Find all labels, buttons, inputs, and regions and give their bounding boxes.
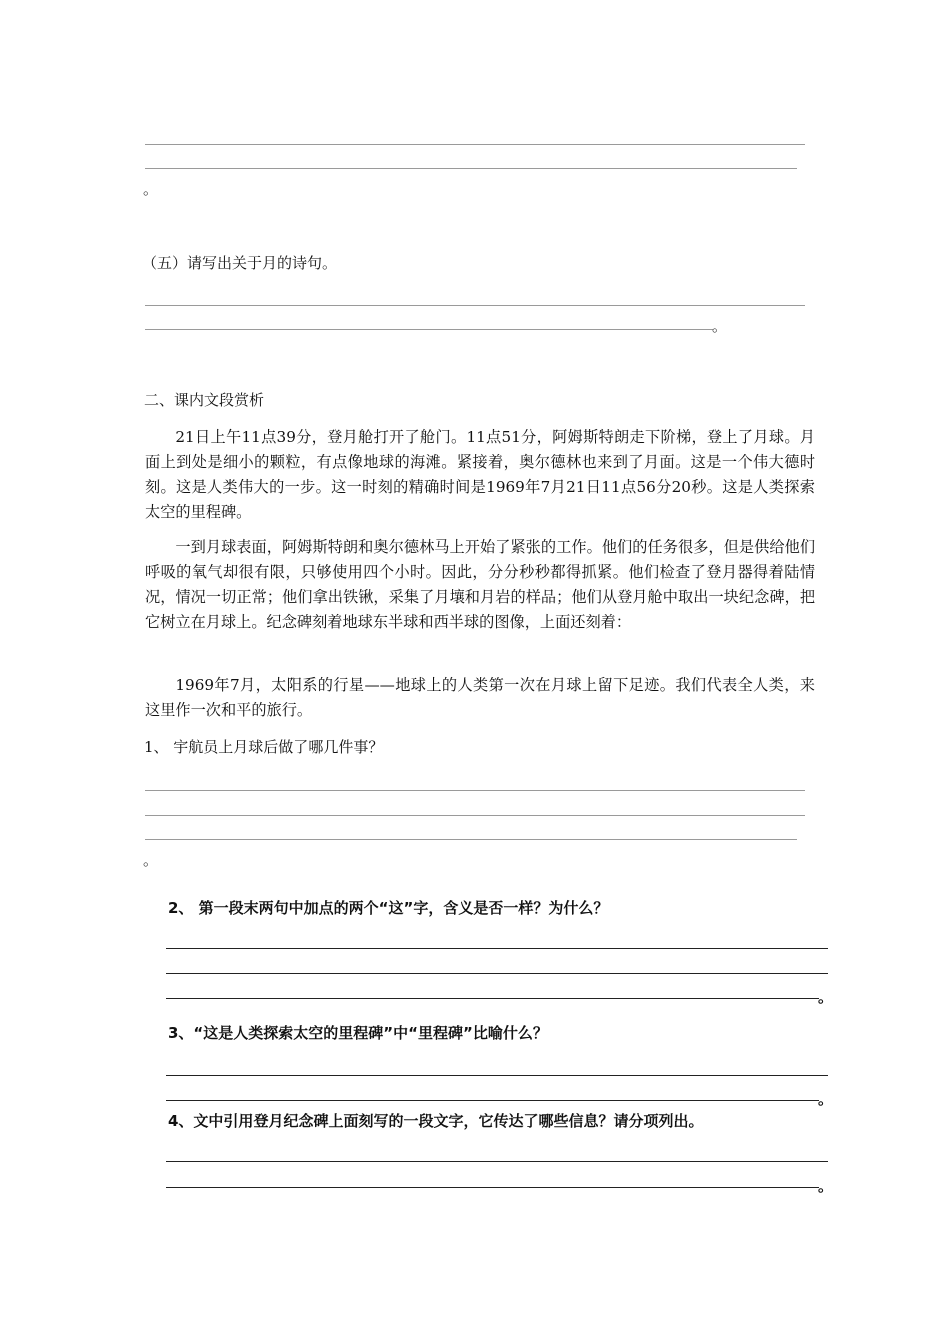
passage-paragraph: 一到月球表面，阿姆斯特朗和奥尔德林马上开始了紧张的工作。他们的任务很多，但是供给他们呼吸的氧气却很有限，只够使用四个小时。因此，分分秒秒都得抓紧。他们检查了登月器得着陆情况，情况一切正常；他们拿出铁锹，采集了月壤和月岩的样品；他们从登月舱中取出一块纪念碑，把它树立在月球上。纪念碑刻着地球东半球和西半球的图像，上面还刻着：	[145, 538, 815, 631]
question-4: 4、文中引用登月纪念碑上面刻写的一段文字，它传达了哪些信息？请分项列出。	[168, 1112, 704, 1130]
end-mark: 。	[143, 180, 159, 198]
end-mark: 。	[818, 988, 834, 1006]
answer-line[interactable]	[145, 839, 797, 840]
section-five-prompt: （五）请写出关于月的诗句。	[142, 254, 338, 272]
answer-line[interactable]	[166, 948, 828, 949]
answer-line[interactable]	[166, 998, 819, 999]
end-mark: 。	[818, 1177, 834, 1195]
answer-line[interactable]	[166, 1161, 828, 1162]
end-mark: 。	[143, 851, 159, 869]
question-1: 1、 宇航员上月球后做了哪几件事？	[144, 738, 384, 756]
answer-line[interactable]	[145, 305, 805, 306]
answer-line[interactable]	[145, 790, 805, 791]
part-two-heading: 二、课内文段赏析	[144, 391, 265, 409]
passage-paragraph: 21日上午11点39分，登月舱打开了舱门。11点51分，阿姆斯特朗走下阶梯，登上了月球。月面上到处是细小的颗粒，有点像地球的海滩。紧接着，奥尔德林也来到了月面。这是一个伟大德时刻。这是人类伟大的一步。这一时刻的精确时间是1969年7月21日11点56分20秒。这是人类探索太空的里程碑。	[145, 428, 815, 521]
passage-paragraph: 1969年7月，太阳系的行星——地球上的人类第一次在月球上留下足迹。我们代表全人类，来这里作一次和平的旅行。	[145, 676, 815, 719]
answer-line[interactable]	[145, 168, 797, 169]
end-mark: 。	[818, 1090, 834, 1108]
answer-line[interactable]	[166, 1100, 819, 1101]
answer-line[interactable]	[166, 1075, 828, 1076]
answer-line[interactable]	[145, 815, 805, 816]
answer-line[interactable]	[145, 329, 713, 330]
question-3: 3、“这是人类探索太空的里程碑”中“里程碑”比喻什么？	[168, 1024, 548, 1042]
answer-line[interactable]	[166, 973, 828, 974]
question-2: 2、 第一段末两句中加点的两个“这”字，含义是否一样？为什么？	[168, 899, 609, 917]
end-mark: 。	[712, 317, 728, 335]
answer-line[interactable]	[166, 1187, 819, 1188]
answer-line[interactable]	[145, 144, 805, 145]
